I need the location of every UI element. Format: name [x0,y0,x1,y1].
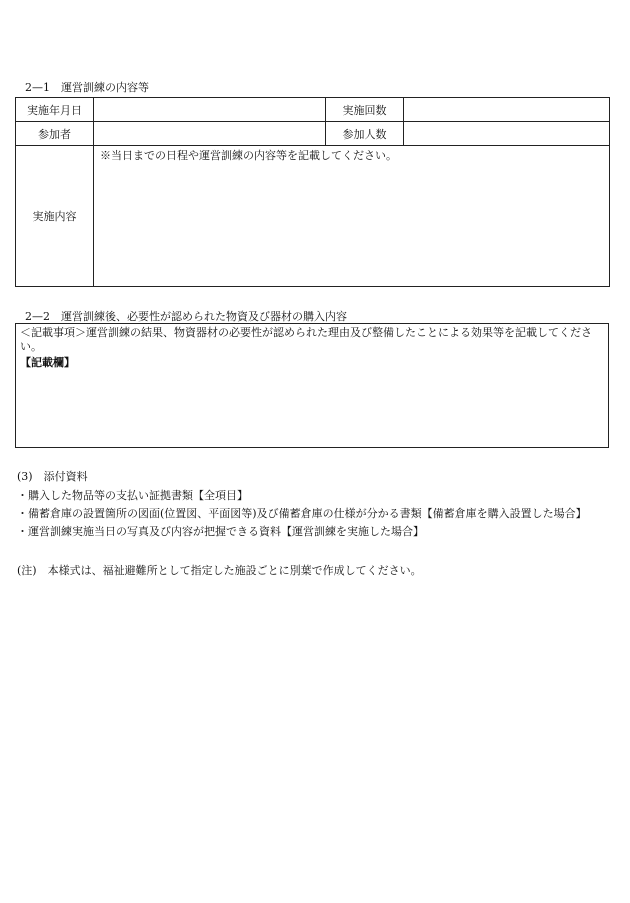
date-label: 実施年月日 [16,98,94,122]
participants-label: 参加者 [16,122,94,146]
content-field[interactable] [94,146,610,287]
participant-count-label: 参加人数 [326,122,404,146]
footnote: (注) 本様式は、福祉避難所として指定した施設ごとに別葉で作成してください。 [17,564,422,577]
purchase-instruction: ＜記載事項＞運営訓練の結果、物資器材の必要性が認められた理由及び整備したことによる効果等を記載してください。 [20,326,592,353]
attachment-item: ・購入した物品等の支払い証拠書類【全項目】 [17,489,248,502]
date-field[interactable] [94,98,326,122]
count-label: 実施回数 [326,98,404,122]
attachment-item: ・備蓄倉庫の設置箇所の図面(位置図、平面図等)及び備蓄倉庫の仕様が分かる書類【備蓄倉庫を購入設置した場合】 [17,507,587,520]
content-note: ※当日までの日程や運営訓練の内容等を記載してください。 [100,149,397,162]
participant-count-field[interactable] [404,122,610,146]
attachment-item: ・運営訓練実施当日の写真及び内容が把握できる資料【運営訓練を実施した場合】 [17,525,424,538]
section-2-heading: 2—2 運営訓練後、必要性が認められた物資及び器材の購入内容 [25,310,347,323]
purchase-field-label: 【記載欄】 [20,356,75,369]
section-1-heading: 2—1 運営訓練の内容等 [25,81,149,94]
training-content-table [15,97,610,287]
participants-field[interactable] [94,122,326,146]
purchase-content-box[interactable] [15,323,609,448]
content-label: 実施内容 [16,146,94,287]
count-field[interactable] [404,98,610,122]
attachments-title: (3) 添付資料 [17,470,88,483]
